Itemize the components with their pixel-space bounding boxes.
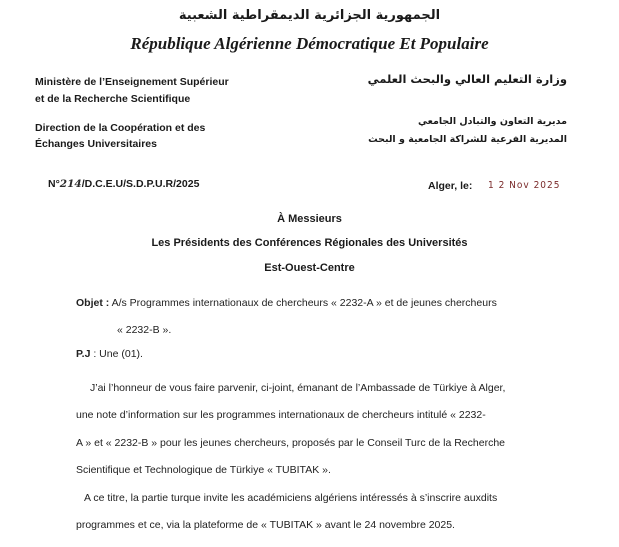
french-republic-heading: République Algérienne Démocratique Et Populaire [130, 34, 489, 53]
handwritten-number: 214 [59, 178, 82, 190]
ministry-fr-line2: et de la Recherche Scientifique [35, 93, 191, 105]
object-line1 [76, 297, 497, 309]
date-stamp: 1 2 Nov 2025 [488, 180, 561, 191]
direction-fr-line1: Direction de la Coopération et des [35, 122, 206, 134]
ministry-ar: وزارة التعليم العالي والبحث العلمي [367, 72, 567, 86]
body-para2-line2: programmes et ce, via la plateforme de « TUBITAK » avant le 24 novembre 2025. [76, 519, 455, 531]
reference-prefix: N° [48, 178, 60, 190]
body-para1-line3: A » et « 2232-B » pour les jeunes chercheurs, proposés par le Conseil Turc de la Recherche [76, 437, 505, 449]
object-text-line1: A/s Programmes internationaux de chercheurs « 2232-A » et de jeunes chercheurs [111, 297, 497, 309]
reference-suffix: /D.C.E.U/S.D.P.U.R/2025 [81, 178, 200, 190]
object-text-line2: « 2232-B ». [117, 324, 172, 336]
direction-fr-line2: Échanges Universitaires [35, 138, 157, 150]
attachment-label: P.J [76, 348, 91, 360]
direction-ar-line2: المديرية الفرعية للشراكة الجامعية و البحث [368, 134, 567, 145]
body-para2-line1: A ce titre, la partie turque invite les académiciens algériens intéressés à s’inscrire auxdits [84, 492, 498, 504]
recipient-regions: Est-Ouest-Centre [264, 262, 355, 274]
recipient-presidents: Les Présidents des Conférences Régionales des Universités [151, 237, 468, 249]
body-para1-line2: une note d’information sur les programmes internationaux de chercheurs intitulé « 2232- [76, 409, 486, 421]
attachment-text: : Une (01). [93, 348, 143, 360]
ministry-fr-line1: Ministère de l’Enseignement Supérieur [35, 76, 229, 88]
arabic-republic-heading: الجمهورية الجزائرية الديمقراطية الشعبية [178, 8, 441, 23]
recipient-salutation: À Messieurs [277, 213, 342, 225]
body-para1-line4: Scientifique et Technologique de Türkiye « TUBITAK ». [76, 464, 331, 476]
attachment-line [76, 348, 143, 360]
place-date-label: Alger, le: [428, 180, 473, 192]
direction-ar-line1: مديرية التعاون والتبادل الجامعي [417, 116, 567, 127]
body-para1-line1: J’ai l’honneur de vous faire parvenir, ci-joint, émanant de l’Ambassade de Türkiye à Alger, [90, 382, 506, 394]
reference-number [48, 178, 199, 190]
object-label: Objet : [76, 297, 110, 309]
